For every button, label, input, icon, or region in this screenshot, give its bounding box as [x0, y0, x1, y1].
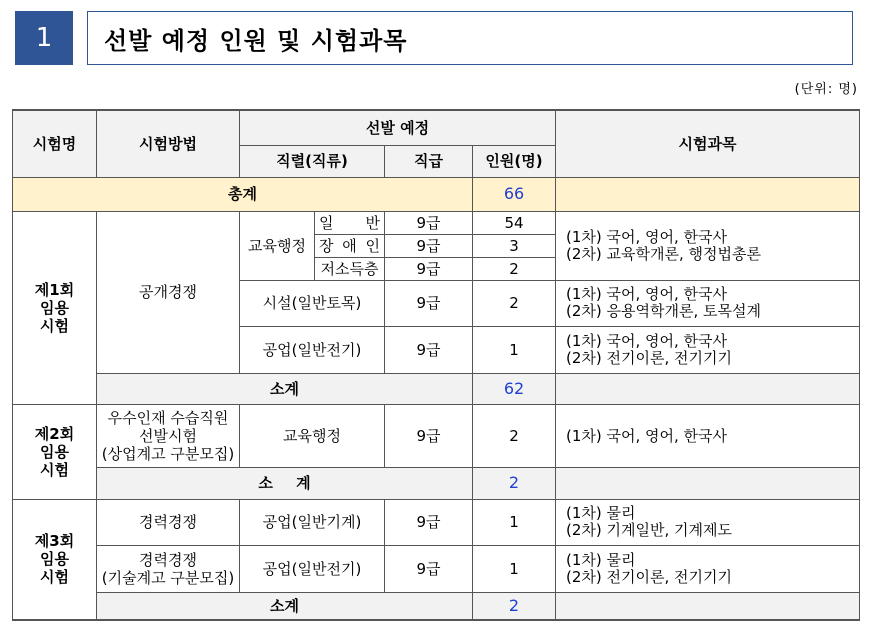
exam3-row1-job: 공업(일반기계) [240, 499, 385, 545]
exam1-grade-lowincome: 9급 [385, 257, 473, 280]
table-row [13, 211, 860, 234]
exam3-subtotal-count: 2 [473, 592, 556, 620]
exam1-count-disabled: 3 [473, 234, 556, 257]
exam1-subtotal-empty [556, 373, 860, 404]
exam2-job: 교육행정 [240, 404, 385, 467]
exam3-subtotal-empty [556, 592, 860, 620]
exam1-type-disabled: 장 애 인 [315, 234, 385, 257]
table-row [13, 545, 860, 592]
exam3-row2-subjects: (1차) 물리 (2차) 전기이론, 전기기기 [556, 545, 860, 592]
exam2-subtotal-empty [556, 467, 860, 499]
exam1-facility-subjects: (1차) 국어, 영어, 한국사 (2차) 응용역학개론, 토목설계 [556, 280, 860, 326]
col-count: 인원(명) [473, 145, 556, 177]
exam1-edu-admin: 교육행정 [240, 211, 315, 280]
exam2-name: 제2회 임용 시험 [13, 404, 97, 499]
col-grade: 직급 [385, 145, 473, 177]
exam2-grade: 9급 [385, 404, 473, 467]
exam2-subtotal-count: 2 [473, 467, 556, 499]
exam3-row2-method: 경력경쟁 (기술계고 구분모집) [97, 545, 240, 592]
exam1-industry-grade: 9급 [385, 326, 473, 373]
exam1-count-lowincome: 2 [473, 257, 556, 280]
col-exam-name: 시험명 [13, 110, 97, 177]
exam1-grade-general: 9급 [385, 211, 473, 234]
total-count: 66 [473, 177, 556, 211]
exam3-subtotal-row [13, 592, 860, 620]
header-row-1 [13, 110, 860, 145]
table-row [13, 499, 860, 545]
section-title-box [87, 11, 853, 65]
table-row [13, 404, 860, 467]
selection-table [12, 109, 860, 621]
exam1-industry-count: 1 [473, 326, 556, 373]
exam1-subtotal-count: 62 [473, 373, 556, 404]
col-exam-method: 시험방법 [97, 110, 240, 177]
exam1-name: 제1회 임용 시험 [13, 211, 97, 404]
exam2-method: 우수인재 수습직원 선발시험 (상업계고 구분모집) [97, 404, 240, 467]
exam1-subtotal-row [13, 373, 860, 404]
exam1-method: 공개경쟁 [97, 211, 240, 373]
exam1-facility-grade: 9급 [385, 280, 473, 326]
exam3-row2-grade: 9급 [385, 545, 473, 592]
col-subjects: 시험과목 [556, 110, 860, 177]
exam3-row1-subjects: (1차) 물리 (2차) 기계일반, 기계제도 [556, 499, 860, 545]
exam1-count-general: 54 [473, 211, 556, 234]
exam1-industry-subjects: (1차) 국어, 영어, 한국사 (2차) 전기이론, 전기기기 [556, 326, 860, 373]
exam2-subtotal-label: 소 계 [97, 467, 473, 499]
exam3-row1-method: 경력경쟁 [97, 499, 240, 545]
exam3-row2-count: 1 [473, 545, 556, 592]
exam1-grade-disabled: 9급 [385, 234, 473, 257]
exam1-facility-job: 시설(일반토목) [240, 280, 385, 326]
exam3-row2-job: 공업(일반전기) [240, 545, 385, 592]
exam3-subtotal-label: 소계 [97, 592, 473, 620]
section-number-badge: 1 [15, 11, 73, 65]
total-empty [556, 177, 860, 211]
total-label: 총계 [13, 177, 473, 211]
section-title: 선발 예정 인원 및 시험과목 [104, 26, 408, 55]
exam1-industry-job: 공업(일반전기) [240, 326, 385, 373]
total-row [13, 177, 860, 211]
exam2-subjects: (1차) 국어, 영어, 한국사 [556, 404, 860, 467]
col-selection-plan: 선발 예정 [240, 110, 556, 145]
exam3-row1-grade: 9급 [385, 499, 473, 545]
exam1-edu-subjects: (1차) 국어, 영어, 한국사 (2차) 교육학개론, 행정법총론 [556, 211, 860, 280]
exam1-type-lowincome: 저소득층 [315, 257, 385, 280]
exam3-row1-count: 1 [473, 499, 556, 545]
exam3-name: 제3회 임용 시험 [13, 499, 97, 620]
exam2-count: 2 [473, 404, 556, 467]
exam2-subtotal-row [13, 467, 860, 499]
unit-note: (단위: 명) [794, 82, 858, 97]
col-job-series: 직렬(직류) [240, 145, 385, 177]
exam1-type-general: 일 반 [315, 211, 385, 234]
exam1-facility-count: 2 [473, 280, 556, 326]
exam1-subtotal-label: 소계 [97, 373, 473, 404]
